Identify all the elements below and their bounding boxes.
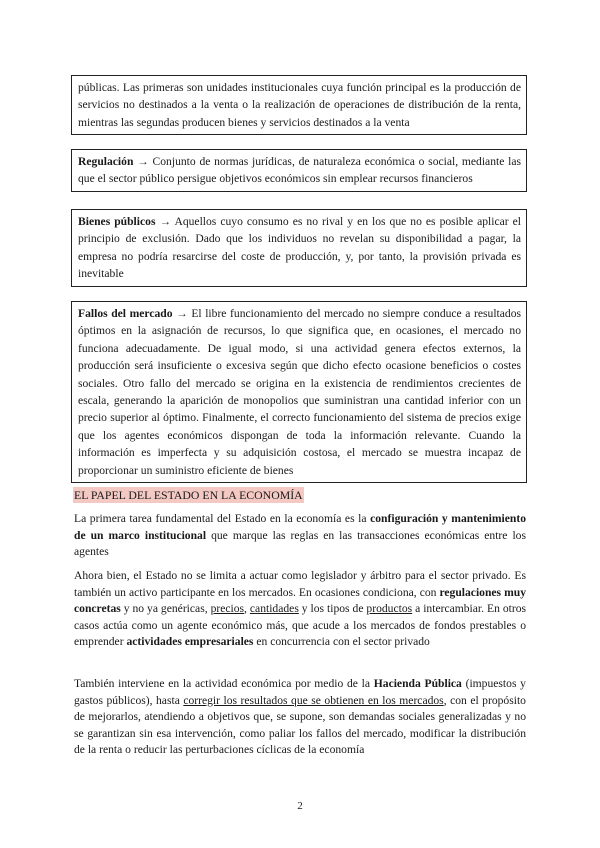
para2-text: a intercambiar. En otros casos actúa como un agente económico más, que acude a los mercados de fondos prestables o emprender: [74, 602, 527, 649]
page-number: 2: [297, 800, 303, 812]
para1-text: que marque las reglas en las transacciones económicas entre los agentes: [74, 528, 526, 559]
para1-bold: configuración y mantenimiento de un marco institucional: [74, 512, 527, 542]
fallos-term: Fallos del mercado: [78, 307, 173, 320]
para3-underline: corregir los resultados que se obtienen en los mercados: [183, 693, 444, 707]
paragraph-participante: [74, 568, 526, 651]
fallos-text: El libre funcionamiento del mercado no siempre conduce a resultados óptimos en la asignación de recursos, lo que significa que, en ocasiones, el mercado no funciona adecuadamente. De igual modo, si una actividad genera efectos externos, la producción será insuficiente o excesiva según que dicho efecto ocasione beneficios o costes sociales. Otro fallo del mercado se origina en la existencia de rendimientos crecientes de escala, generando la aparición de monopolios que suministran una cantidad inferior con un precio superior al óptimo. Finalmente, el correcto funcionamiento del sistema de precios exige que los agentes económicos dispongan de toda la información relevante. Cuando la información es imperfecta y su adquisición costosa, el mercado se muestra incapaz de proporcionar un suministro eficiente de bienes: [78, 307, 522, 477]
para2-bold: actividades empresariales: [126, 635, 254, 649]
para2-text: en concurrencia con el sector privado: [253, 635, 430, 649]
para2-text: Ahora bien, el Estado no se limita a actuar como legislador y árbitro para el sector privado. Es también un activo participante en los mercados. En ocasiones condiciona, con: [74, 569, 526, 599]
para3-text: (impuestos y gastos públicos), hasta: [74, 677, 526, 707]
definition-box-fallos-mercado: [71, 301, 527, 483]
para2-underline: precios: [210, 602, 245, 616]
para3-text: También interviene en la actividad económica por medio de la: [74, 677, 374, 690]
bienes-arrow: →: [159, 215, 172, 228]
regulacion-text: Conjunto de normas jurídicas, de naturaleza económica o social, mediante las que el sector público persigue objetivos económicos sin emplear recursos financieros: [78, 155, 521, 186]
para2-text: y no ya genéricas,: [120, 602, 211, 616]
para2-text: ,: [244, 602, 250, 616]
paragraph-marco-institucional: [74, 511, 526, 561]
bienes-term: Bienes públicos: [78, 215, 156, 228]
regulacion-term: Regulación: [78, 155, 134, 168]
para2-underline: cantidades: [249, 602, 299, 616]
public-sector-text: públicas. Las primeras son unidades institucionales cuya función principal es la producción de servicios no destinados a la venta o la realización de operaciones de distribución de la renta, mientras las segundas producen bienes y servicios destinados a la venta: [78, 81, 521, 129]
para2-underline: productos: [366, 602, 413, 616]
bienes-text: Aquellos cuyo consumo es no rival y en los que no es posible aplicar el principio de exclusión. Dado que los individuos no revelan su disponibilidad a pagar, la empresa no podría resarcirse del coste de producción, y, por tanto, la provisión privada es inevitable: [78, 215, 521, 281]
para3-bold: Hacienda Pública: [373, 677, 462, 690]
para3-text: , con el propósito de mejorarlos, atendiendo a objetivos que, se supone, son demandas sociales generalizadas y no se garantizan sin esa intervención, como paliar los fallos del mercado, modificar la distribución de la renta o reducir las perturbaciones cíclicas de la economía: [74, 693, 526, 757]
definition-box-regulacion: [71, 149, 527, 192]
section-heading: EL PAPEL DEL ESTADO EN LA ECONOMÍA: [74, 488, 303, 502]
regulacion-arrow: →: [137, 155, 149, 168]
para2-text: y los tipos de: [298, 602, 367, 616]
fallos-arrow: →: [176, 307, 188, 320]
para1-text: La primera tarea fundamental del Estado en la economía es la: [74, 512, 371, 525]
definition-box-bienes-publicos: [71, 209, 527, 287]
para2-bold: regulaciones muy concretas: [74, 585, 526, 616]
paragraph-hacienda-publica: [74, 676, 526, 759]
definition-box-public-sector: [71, 75, 527, 135]
